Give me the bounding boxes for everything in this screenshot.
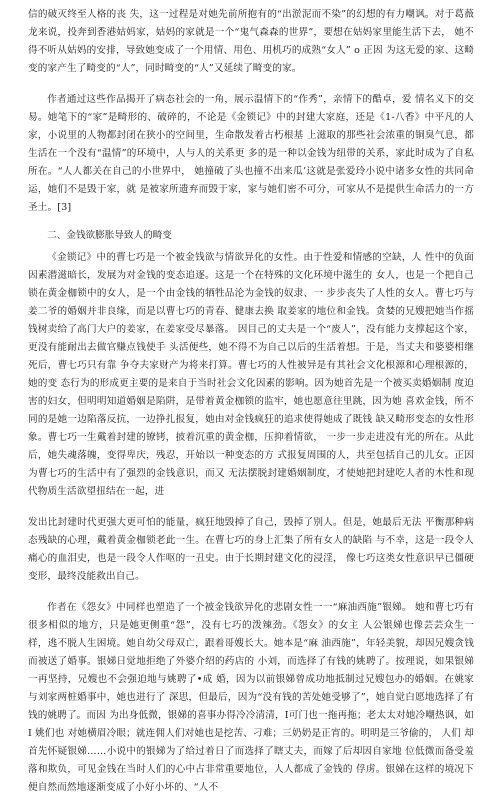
paragraph-yuannu: 作者在《怨女》中同样也塑造了一个被金钱欲异化的悲剧女性一一“麻油西施”银娣。 她和曹七巧有很多相似的地方，只是她更侧重“怨”，没有七巧的泼辣劲。《怨女》的女主 人公银娣也像芸芸众生一样，逃不脱人生困境。她自幼父母双亡，跟着哥嫂长大。她本是“麻 油西施”，年轻美貌，却因兄嫂贪钱而被送了婚事。银娣日觉地拒绝了外婆介绍的药店的 小刘，而选择了有钱的姚聘了。按理说，如果银娣一再坚持，兄嫂也不会强迫地与姚聘了•成 婚，因为以前银娣曾成功地抵制过兄嫂包办的婚姻。在姚家与刘家两桩婚事中，她也进行了 深思，但最后，因为“没有钱的苦处她受够了”，她自觉白愿地选择了有钱的姚聘了。而因 为出身低微，银娣的喜事办得冷冷清清，I可门也一拖再拖；老太太对她冷嘲热讽，如 I 姚们也 对她横眉冷眼；就连佣人们对她也是挖苦、刁难；三奶奶是正宵的。明明是三爷偷的， 人们 却首先怀疑银娣……小说中的银娣为了给过着日了而选择了瞎丈夫，而嫁了后却因自家地 位低微而备受羞落和欺负，可见金钱在当时人们的心中占非常重要地位，人人都成了金钱的 俘虏。银娣在这样的境况下便自然而然地逐渐变成了小好小坏的、“人不 xyxy=(28,602,474,793)
paragraph-family-analysis: 作者通过这些作品揭开了病态社会的一角，展示温情下的“作秀”，亲情下的酷卓，爱 情名义下的交易。她笔下的“家”是畸形的、破碎的，不论是《金锁记》中的封建大家庭，还是《1-八香》中平凡的人家，小说里的人物都封闭在狭小的空间里，生命散发着古朽根基 上滋取的那些社会浓重的铜臭气息，都生活在一个没有“温情”的环境中，人与人的关系更 多的是一种以金钱为纽带的关系，家此时成为了自私所在。“人人都关在自己的小世界中， 她撞破了头也撞不出来瓜’这就是张爱玲小说中诸多女性的共同命运，她们不是毁于家，就 是被家所遗弃而毁于家，家与她们密不可分，可家从不是提供生命活力的一方圣土。[3] xyxy=(28,94,474,213)
paragraph-cao-qiqiao-conclusion: 发出比封建时代更强大更可怕的能量，疯狂地毁掉了自己，毁掉了别人。但是，她最后无法 平衡那种病态残缺的心理，戴着黄金枷锁老此一生。在曹七巧的身上汇集了所有女人的缺陷 与不幸，这是一段令人痛心的血泪史，也是一段令人作呕的一丑史。由于长期封建文化的浸淫， 像七巧这类女性意识早已僵硬变形，最终没能救出自己。 xyxy=(28,517,474,582)
paragraph-intro-continuation: 信的破灭终至人格的丧 失，这一过程是对她先前所抱有的“出淤泥而不染”的幻想的有力嘲讽。对于葛薇龙来说，投奔到香港姑妈家，姑妈的家就是一个“鬼气森森的世界”，要想在姑妈家里能生活下去， 她不得不听从姑妈的安排，导致她变成了一个用情、用色、用机巧的成熟“女人” o 正因 为这无爱的家、这畸变的家产生了畸变的“人”，同时畸变的“人”又延续了畸变的家。 xyxy=(28,9,474,74)
paragraph-cao-qiqiao: 《金锁记》中的曹七巧是一个被金钱欲与情欲异化的女性。由于性爱和情感的空缺，人 性中的负面因素潜滋暗长，发展为对金钱的变态追逐。这是一个在特殊的文化环境中滋生的 女人，也是一个把自己锁在黄金枷锁中的女人，是一个由金钱的牺牲品沦为金钱的奴隶、一 步步丧失了人性的女人。曹七巧与姜二爷的婚姻并非良缘，而是以曹七巧的青春、健康去换 取姜家的地位和金钱。贪婪的兄嫂把她当作摇钱树卖给了高门大户的姜家，在姜家受尽暴落。 因目己的丈夫是一个“废人”，没有能力支撑起这个家，更没有能耐出去做官赚点钱使手 头活便些，她不得不为自己以后的生活着想。于是，当丈夫和婆婆相继死后，曹七巧只有靠 争夺夫家财产为将来打算。曹七巧的人性被异是有其社会文化根源和心理根源的，她的变 态行为的形成更主要的是来自于当时社会文化因素的影响。因为她首先是一个被买卖婚姻制 度迫害的妇女，但明明知道婚姻是陷阱，是带着黄金枷锁的监牢，她也愿意往里跳，因为她 喜欢金钱，所不同的是她一边陷落反抗，一边挣扎报复，她由对金钱疯狂的追求使得她成了既钱 缺又畸形变态的女性形象。曹七巧一生戴着封建的镣铐，披着沉重的黄金枷，压抑着情欲， 一步一步走进没有光的所在。从此后，她失魂落魄，变得卑庆，残忍，开始以一种变态的方 式报复周围的人，共至包括自己的儿女。正因为曹七巧的生活中有了强烈的金钱意识，而又 无法摆脱封建婚姻制度，才使她把封建吃人者的木性和现代物质生活欲望扭结在一起，进 xyxy=(28,252,474,497)
section-heading: 二、金钱欲膨胀导致人的畸变 xyxy=(47,230,172,241)
